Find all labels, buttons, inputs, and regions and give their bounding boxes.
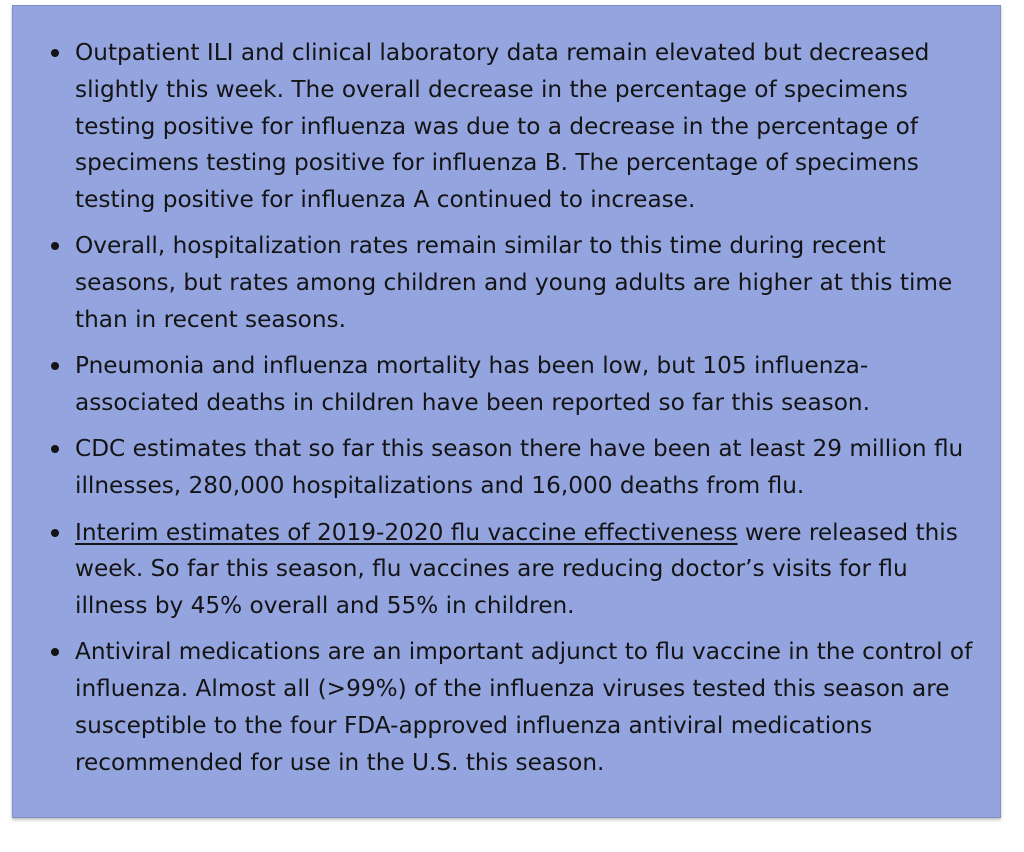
bullet-text: Pneumonia and influenza mortality has been low, but 105 influenza-associated deaths in children have been reported so far this season. [75,352,870,417]
vaccine-effectiveness-link[interactable]: Interim estimates of 2019-2020 flu vaccine effectiveness [75,518,738,546]
bullet-point-icon [51,648,59,656]
bullet-item-ili-lab-data [75,35,980,219]
bullet-point-icon [51,362,59,370]
bullet-text: Outpatient ILI and clinical laboratory data remain elevated but decreased slightly this week. The overall decrease in the percentage of specimens testing positive for influenza was due to a decrease in the percentage of specimens testing positive for influenza B. The percentage of specimens testing positive for influenza A continued to increase. [75,39,930,214]
bullet-item-hospitalization-rates [75,228,980,338]
bullet-point-icon [51,445,59,453]
bullet-point-icon [51,242,59,250]
bullet-point-icon [51,49,59,57]
bullet-text: CDC estimates that so far this season there have been at least 29 million flu illnesses, 280,000 hospitalizations and 16,000 deaths from flu. [75,435,964,500]
summary-panel [12,5,1001,818]
bullet-item-antiviral-medications [75,634,980,781]
bullet-point-icon [51,529,59,537]
bullet-text: Overall, hospitalization rates remain similar to this time during recent seasons, but rates among children and young adults are higher at this time than in recent seasons. [75,232,953,334]
bullet-text: were released this week. So far this season, flu vaccines are reducing doctor’s visits for flu illness by 45% overall and 55% in children. [75,518,958,620]
summary-bullet-list [13,6,1000,782]
bullet-item-mortality [75,348,980,422]
bullet-text: Antiviral medications are an important adjunct to flu vaccine in the control of influenza. Almost all (>99%) of the influenza viruses tested this season are susceptible to the four FDA-approved influenza antiviral medications recommended for use in the U.S. this season. [75,638,973,776]
bullet-item-vaccine-effectiveness [75,515,980,625]
bullet-item-cdc-estimates [75,431,980,505]
